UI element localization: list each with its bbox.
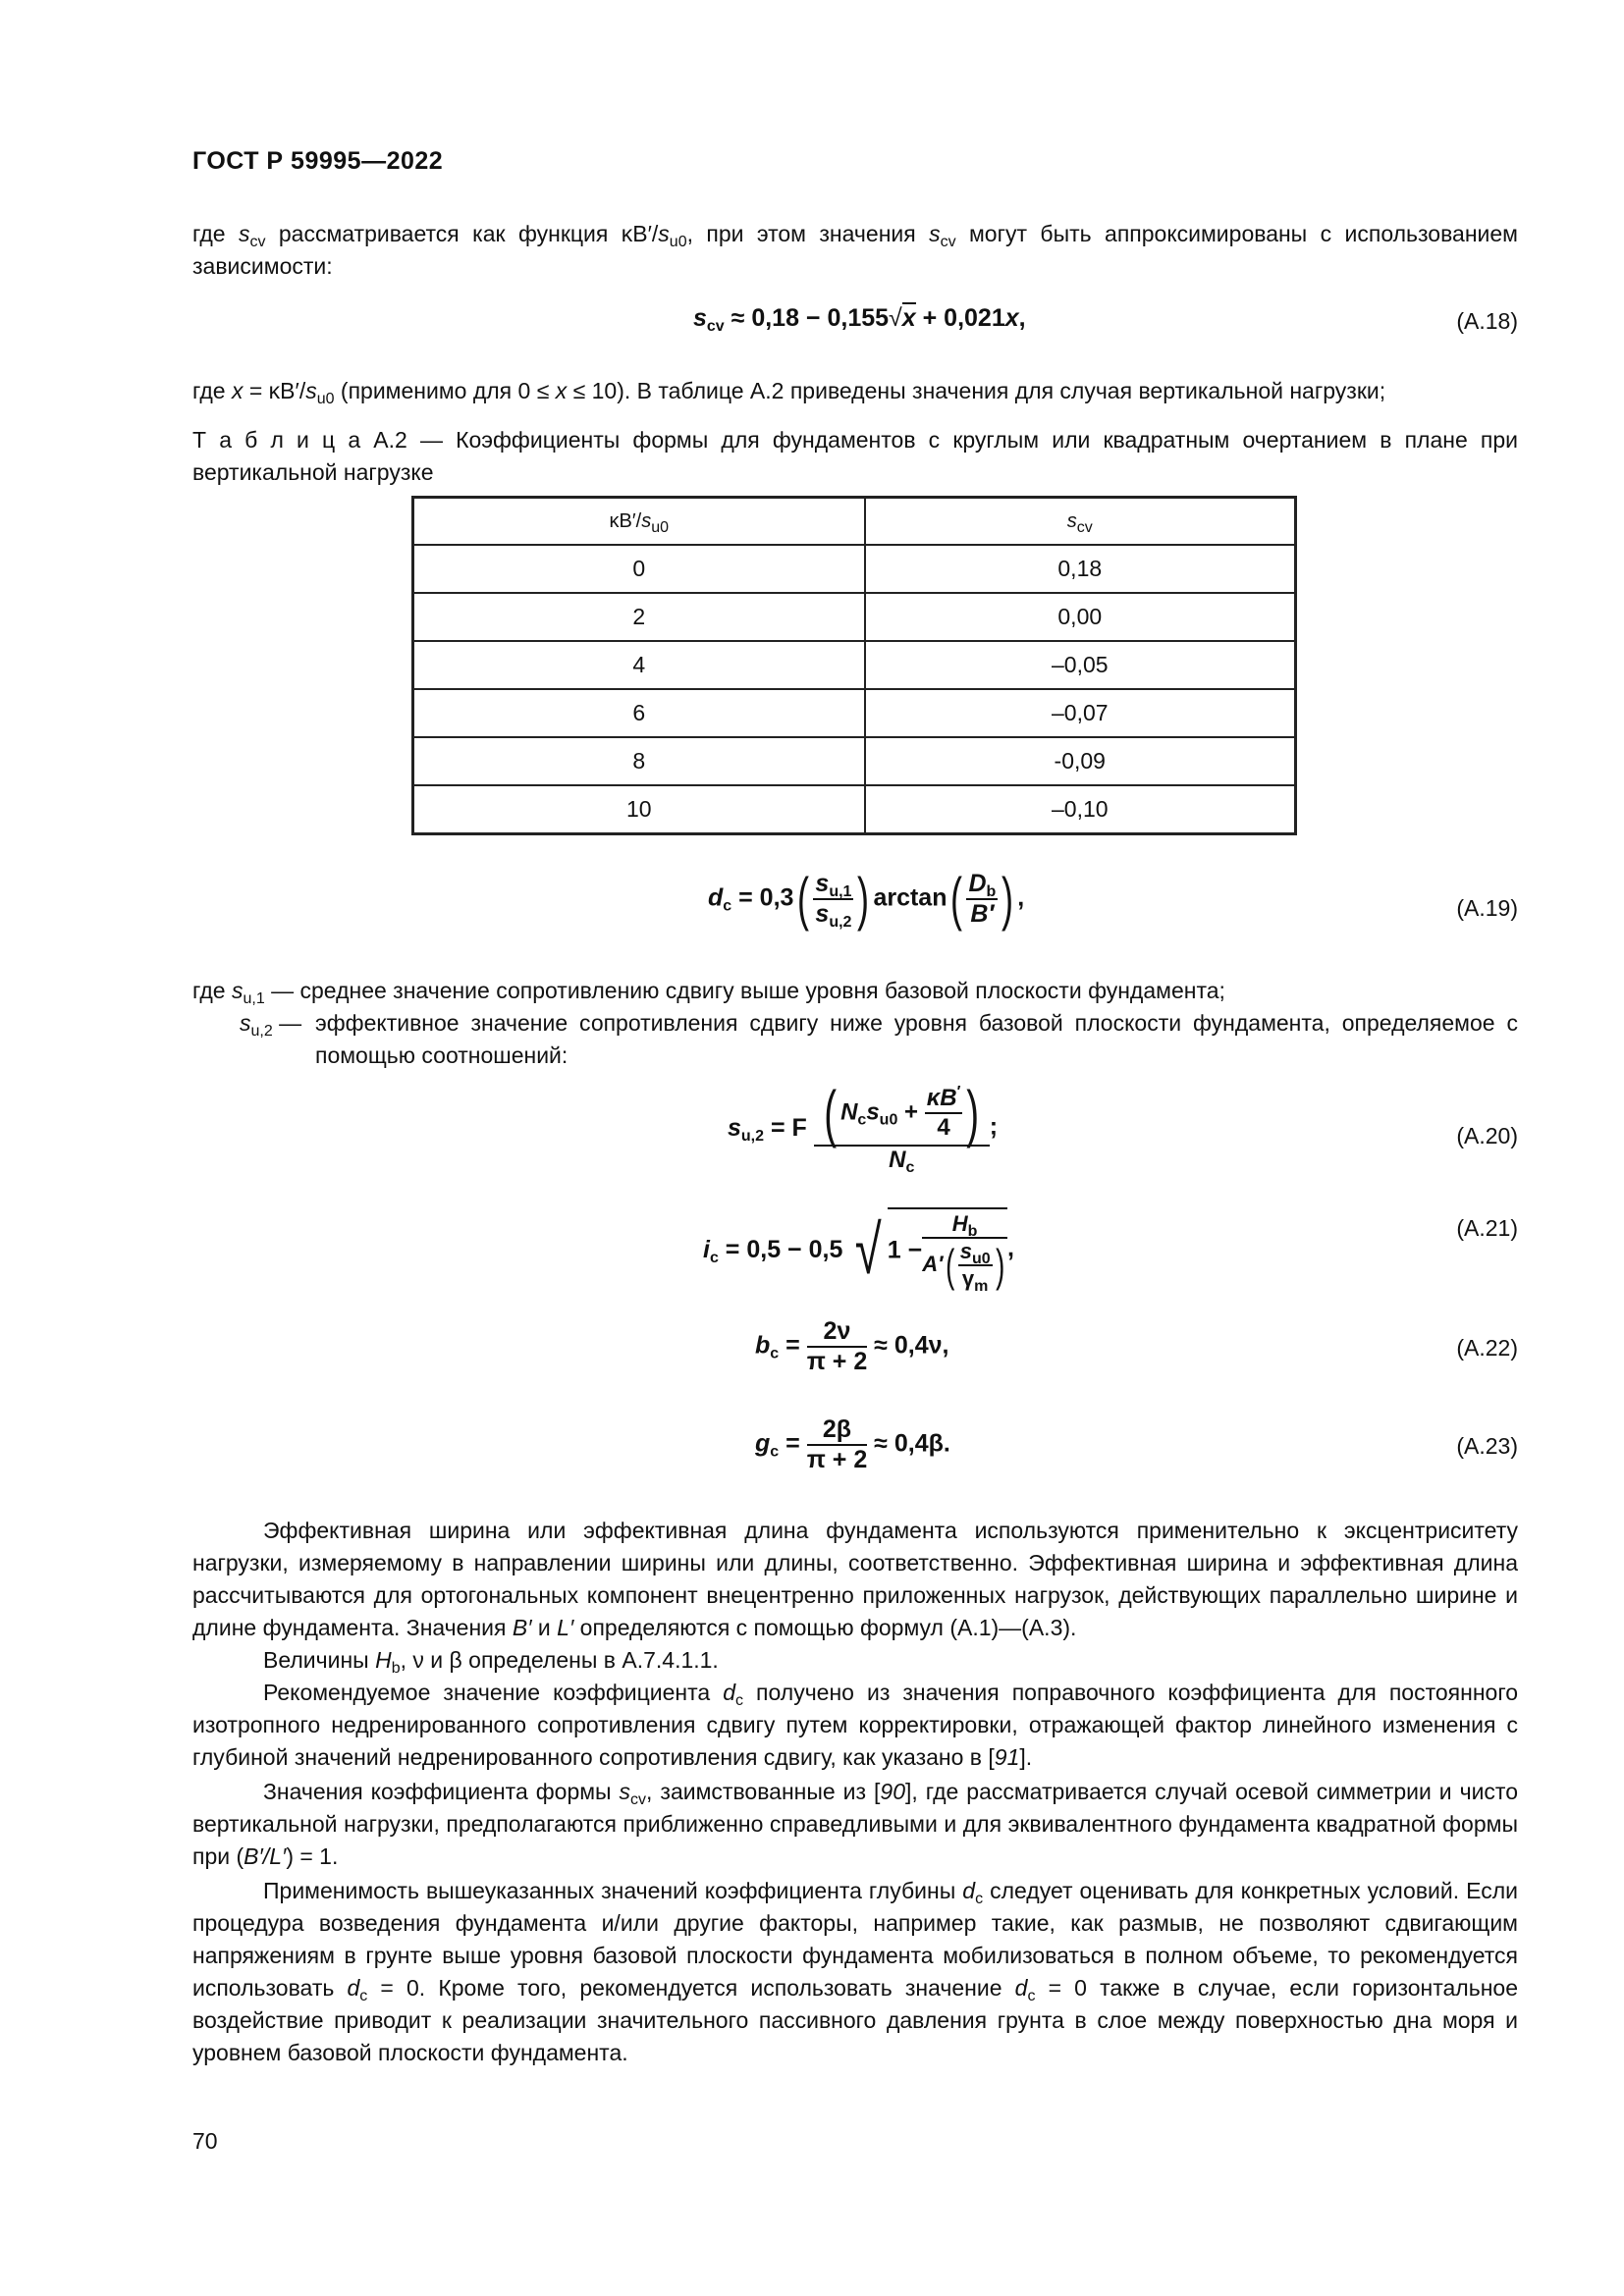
table-header-row: [413, 498, 1296, 546]
equation-number-a20: (А.20): [1456, 1123, 1518, 1148]
table-cell: 0,00: [865, 593, 1296, 641]
equation-a21: $i_c = 0,5 - 0,5$ √ 1 − $H_b$ A′( $\frac{s_{u0}}{\gamma_m}$ ) ,: [703, 1207, 1014, 1292]
equation-number-a19: (А.19): [1456, 895, 1518, 921]
shape-coefficients-table: [411, 496, 1297, 835]
table-cell: 0,18: [865, 545, 1296, 593]
paragraph-quantities: Величины $H_b$, ν и β определены в А.7.4.1.1.: [263, 1647, 719, 1677]
table-cell: –0,05: [865, 641, 1296, 689]
table-cell: 0: [413, 545, 865, 593]
document-page: ГОСТ Р 59995—2022 где $s_{cv}$ рассматривается как функция $\kappa B'/s_{u0}$, при этом значения $s_{cv}$ могут быть аппроксимированы с использованием зависимости: $s_{cv} \approx 0,18 - 0,155√x + 0,021x$, (А.18) где $x = \kappa B'/s_{u0}$ (применимо для 0 ≤ x ≤ 10). В таблице А.2 приведены значения для случая вертикальной нагрузки; Т а б л и ц а А.2 — Коэффициенты формы для фундаментов с круглым или квадратным очертанием в плане при вертикальной нагрузке $\kappa B'/s_{u0}$ $s_{cv}$ 0 0,18 2 0,00 4 –0,05 6 –0,07 8 -0,09 10 –0,10 $d_c = 0,3$( $\frac{s_{u,1}}{s_{u,2}}$ ) arctan( $\frac{D_b}{B'}$ ) , (А.19) где $s_{u,1}$ — среднее значение сопротивлению сдвигу выше уровня базовой плоскости фундамента; $s_{u,2}$ — эффективное значение сопротивления сдвигу ниже уровня базовой плоскости фундамента, определяемое с помощью соотношений: $s_{u,2} = F$ ( $N_cs_{u0}$ + $\frac{\kappa B'}{4}$ ) $N_c$ ; (А.20) $i_c = 0,5 - 0,5$ √ 1 − $H_b$ A′( $\frac{s_{u0}}{\gamma_m}$ ) , (А.21) $b_c$ = $\frac{2\nu}{\pi + 2}$ ≈ 0,4ν, (А.22) $g_c$ = $\frac{2\beta}{\pi + 2}$ ≈ 0,4β. (А.23) Эффективная ширина или эффективная длина фундамента используются применительно к эксцентриситету нагрузки, измеряемому в направлении ширины или длины, соответственно. Эффективная ширина и эффективная длина рассчитываются для ортогональных компонент внецентренно приложенных нагрузок, действующих параллельно ширине и длине фундамента. Значения B′ и L′ определяются с помощью формул (А.1)—(А.3). Величины $H_b$, ν и β определены в А.7.4.1.1. Рекомендуемое значение коэффициента $d_c$ получено из значения поправочного коэффициента для постоянного изотропного недренированного сопротивления сдвигу путем корректировки, отражающей фактор линейного изменения с глубиной значений недренированного сопротивления сдвигу, как указано в [91]. Значения коэффициента формы $s_{cv}$, заимствованные из [90], где рассматривается случай осевой симметрии и чисто вертикальной нагрузки, предполагаются приближенно справедливыми и для эквивалентного фундамента квадратной формы при (B′/L′) = 1. Применимость вышеуказанных значений коэффициента глубины $d_c$ следует оценивать для конкретных условий. Если процедура возведения фундамента и/или другие факторы, например такие, как размыв, не позволяют сдвигающим напряжениям в грунте выше уровня базовой плоскости фундамента мобилизоваться в полном объеме, то рекомендуется использовать $d_c = 0$. Кроме того, рекомендуется использовать значение $d_c = 0$ также в случае, если горизонтальное воздействие приводит к реализации значительного пассивного давления грунта в слое между поверхностью дна моря и уровнем базовой плоскости фундамента. 70: [192, 147, 1519, 2154]
paragraph-recommended-dc: Рекомендуемое значение коэффициента $d_c$ получено из значения поправочного коэффициента для постоянного изотропного недренированного сопротивления сдвигу путем корректировки, отражающей фактор линейного изменения с глубиной значений недренированного сопротивления сдвигу, как указано в [91].: [192, 1680, 1518, 1770]
paragraph-depth-coefficient: Применимость вышеуказанных значений коэффициента глубины $d_c$ следует оценивать для конкретных условий. Если процедура возведения фундамента и/или другие факторы, например такие, как размыв, не позволяют сдвигающим напряжениям в грунте выше уровня базовой плоскости фундамента мобилизоваться в полном объеме, то рекомендуется использовать $d_c = 0$. Кроме того, рекомендуется использовать значение $d_c = 0$ также в случае, если горизонтальное воздействие приводит к реализации значительного пассивного давления грунта в слое между поверхностью дна моря и уровнем базовой плоскости фундамента.: [192, 1878, 1518, 2065]
table-row: [413, 545, 1296, 593]
table-cell: 8: [413, 737, 865, 785]
body-text: [192, 1515, 1518, 2069]
equation-number-a18: (А.18): [1456, 308, 1518, 334]
table-cell: 6: [413, 689, 865, 737]
paragraph-shape-coefficient: Значения коэффициента формы $s_{cv}$, заимствованные из [90], где рассматривается случай осевой симметрии и чисто вертикальной нагрузки, предполагаются приближенно справедливыми и для эквивалентного фундамента квадратной формы при (B′/L′) = 1.: [192, 1779, 1519, 1869]
table-cell: 2: [413, 593, 865, 641]
equation-a18: $s_{cv} \approx 0,18 - 0,155√x + 0,021x$,: [693, 304, 1026, 335]
intro-paragraph: где $s_{cv}$ рассматривается как функция $\kappa B'/s_{u0}$, при этом значения $s_{cv}$ могут быть аппроксимированы с использованием зависимости:: [192, 221, 1518, 279]
table-cell: –0,10: [865, 785, 1296, 834]
equation-a20: $s_{u,2} = F$ ( $N_cs_{u0}$ + $\frac{\kappa B'}{4}$ ) $N_c$ ;: [728, 1078, 999, 1176]
table-row: [413, 737, 1296, 785]
table-cell: –0,07: [865, 689, 1296, 737]
equation-number-a21: (А.21): [1456, 1215, 1518, 1241]
definition-su2-text: эффективное значение сопротивления сдвигу ниже уровня базовой плоскости фундамента, определяемое с помощью соотношений:: [315, 1010, 1518, 1068]
document-header: ГОСТ Р 59995—2022: [192, 147, 444, 175]
table-cell: -0,09: [865, 737, 1296, 785]
definition-su1: где $s_{u,1}$ — среднее значение сопротивлению сдвигу выше уровня базовой плоскости фундамента;: [192, 978, 1225, 1007]
equation-number-a22: (А.22): [1456, 1335, 1518, 1361]
equation-a22: $b_c$ = $\frac{2\nu}{\pi + 2}$ ≈ 0,4ν,: [755, 1317, 949, 1375]
equation-a23: $g_c$ = $\frac{2\beta}{\pi + 2}$ ≈ 0,4β.: [755, 1415, 950, 1473]
column-header-kappa: $\kappa B'/s_{u0}$: [413, 498, 865, 546]
where-x-line: где $x = \kappa B'/s_{u0}$ (применимо для 0 ≤ x ≤ 10). В таблице А.2 приведены значения для случая вертикальной нагрузки;: [192, 378, 1386, 407]
column-header-scv: $s_{cv}$: [865, 498, 1296, 546]
table-cell: 10: [413, 785, 865, 834]
table-row: [413, 689, 1296, 737]
table-cell: 4: [413, 641, 865, 689]
table-row: [413, 593, 1296, 641]
table-row: [413, 641, 1296, 689]
paragraph-effective-width: Эффективная ширина или эффективная длина фундамента используются применительно к эксцентриситету нагрузки, измеряемому в направлении ширины или длины, соответственно. Эффективная ширина и эффективная длина рассчитываются для ортогональных компонент внецентренно приложенных нагрузок, действующих параллельно ширине и длине фундамента. Значения B′ и L′ определяются с помощью формул (А.1)—(А.3).: [192, 1518, 1518, 1640]
page-number: 70: [192, 2128, 218, 2154]
table-row: [413, 785, 1296, 834]
equation-number-a23: (А.23): [1456, 1433, 1518, 1459]
table-caption: Т а б л и ц а А.2 — Коэффициенты формы для фундаментов с круглым или квадратным очертанием в плане при вертикальной нагрузке: [192, 427, 1518, 485]
equation-a19: $d_c = 0,3$( $\frac{s_{u,1}}{s_{u,2}}$ ) arctan( $\frac{D_b}{B'}$ ) ,: [708, 866, 1025, 932]
